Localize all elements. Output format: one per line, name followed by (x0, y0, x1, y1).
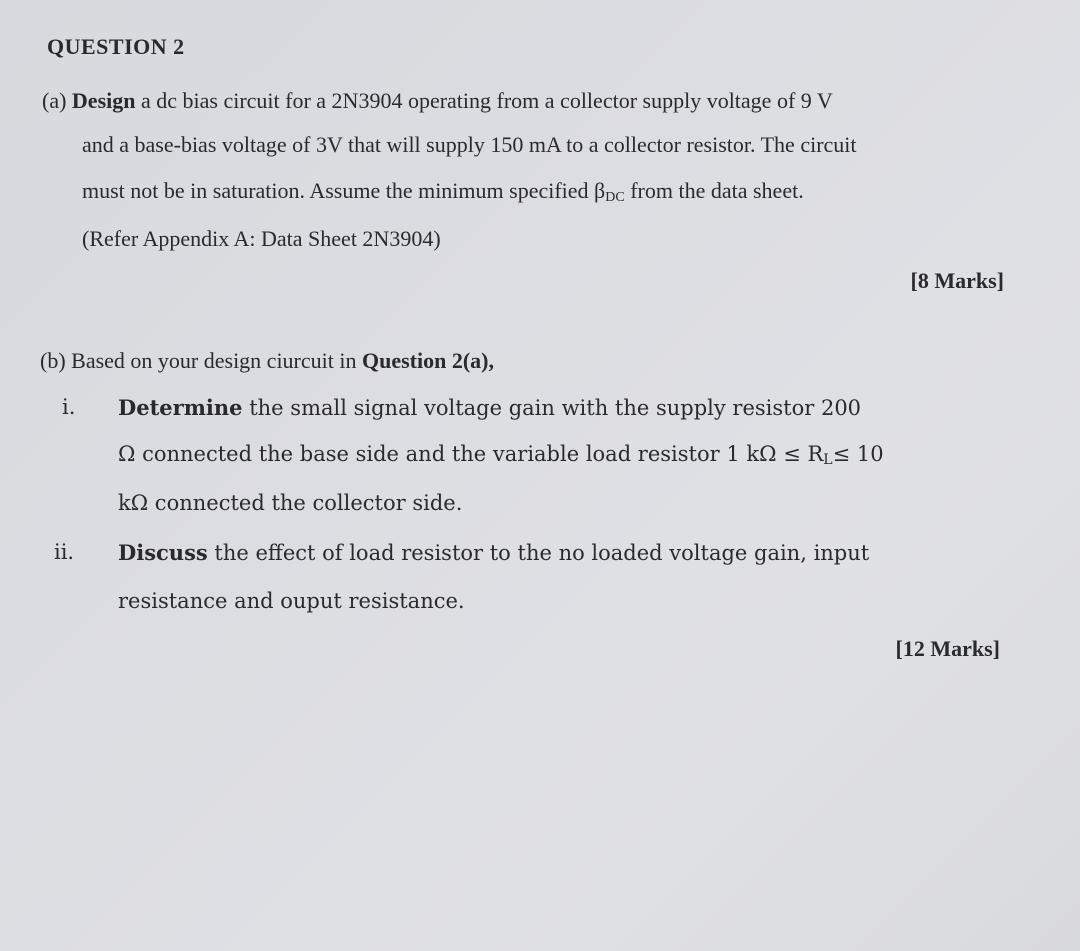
part-b-ref: Question 2(a), (362, 348, 494, 373)
item-ii-line-2: resistance and ouput resistance. (118, 589, 465, 613)
item-i-text-2-pre: Ω connected the base side and the variable load resistor 1 kΩ ≤ R (118, 442, 824, 466)
part-b-label: (b) Based on your design ciurcuit in (40, 348, 357, 373)
part-a-lead: Design (71, 88, 136, 113)
part-a-line-1 (42, 88, 833, 114)
part-a-text-3-post: from the data sheet. (624, 178, 804, 203)
item-ii-number: ii. (54, 540, 75, 564)
part-a-label: (a) (42, 88, 67, 113)
item-ii-text-1: the effect of load resistor to the no loaded voltage gain, input (214, 541, 870, 565)
item-i-text-1: the small signal voltage gain with the supply resistor 200 (249, 396, 862, 420)
part-a-line-3 (82, 178, 804, 206)
item-i-line-3: kΩ connected the collector side. (118, 491, 463, 515)
item-i-line-2 (118, 442, 884, 468)
part-a-text-3-pre: must not be in saturation. Assume the minimum specified β (82, 178, 606, 203)
part-a-text-1: a dc bias circuit for a 2N3904 operating from a collector supply voltage of 9 V (140, 88, 833, 113)
part-a-line-2: and a base-bias voltage of 3V that will supply 150 mA to a collector resistor. The circuit (82, 132, 857, 157)
part-a-line-4: (Refer Appendix A: Data Sheet 2N3904) (82, 226, 441, 251)
question-title: QUESTION 2 (47, 34, 185, 59)
item-i-line-1 (118, 395, 861, 420)
item-i-lead: Determine (118, 395, 243, 420)
item-ii-lead: Discuss (118, 540, 208, 565)
item-i-text-2-post: ≤ 10 (832, 442, 884, 466)
item-i-number: i. (62, 395, 76, 419)
item-ii-line-1 (118, 540, 869, 565)
beta-dc-subscript: DC (605, 190, 625, 205)
part-b-marks: [12 Marks] (895, 636, 1000, 661)
rl-subscript: L (823, 452, 833, 468)
part-a-marks: [8 Marks] (910, 268, 1004, 293)
part-b-intro (40, 348, 494, 374)
